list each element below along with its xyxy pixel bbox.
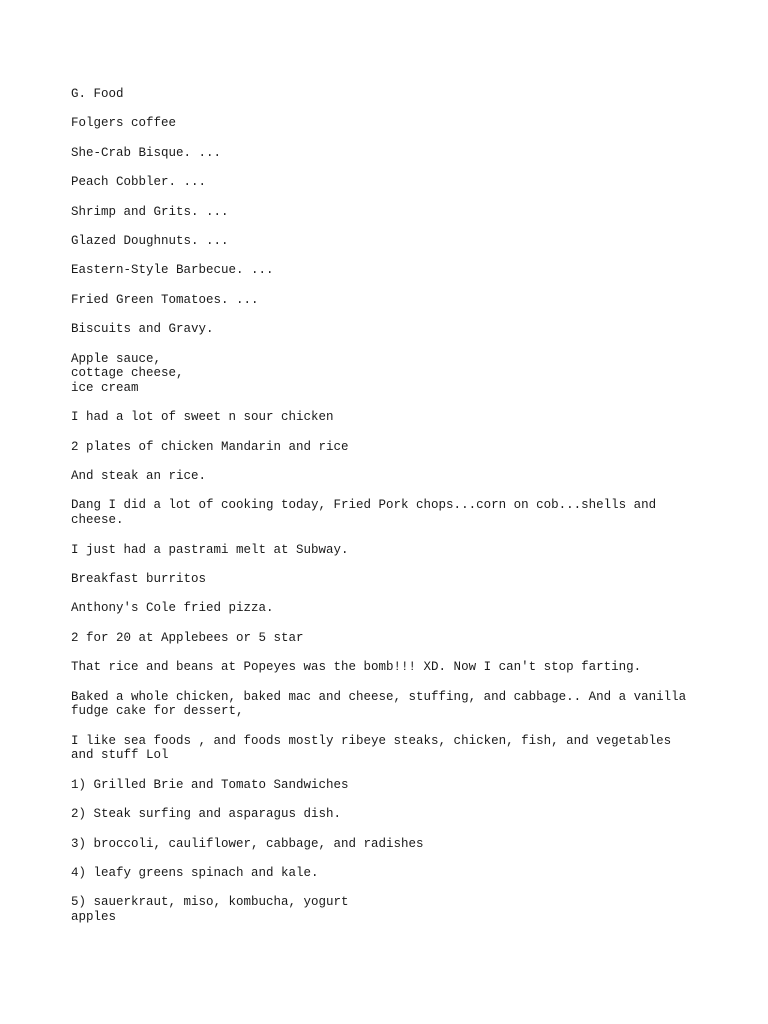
list-item: That rice and beans at Popeyes was the bomb!!! XD. Now I can't stop farting. [71, 660, 642, 675]
list-item: Anthony's Cole fried pizza. [71, 601, 274, 616]
list-item: Dang I did a lot of cooking today, Fried Pork chops...corn on cob...shells and cheese. [71, 498, 657, 528]
list-item: I had a lot of sweet n sour chicken [71, 410, 334, 425]
list-item: She-Crab Bisque. ... [71, 145, 222, 160]
numbered-item: 2) Steak surfing and asparagus dish. [71, 807, 342, 822]
list-item: Fried Green Tomatoes. ... [71, 292, 259, 307]
list-item: Biscuits and Gravy. [71, 322, 214, 337]
numbered-item: 3) broccoli, cauliflower, cabbage, and radishes [71, 836, 424, 851]
list-item: Shrimp and Grits. ... [71, 204, 229, 219]
list-item: Eastern-Style Barbecue. ... [71, 263, 274, 278]
numbered-item: 1) Grilled Brie and Tomato Sandwiches [71, 777, 349, 792]
list-item: Breakfast burritos [71, 571, 207, 586]
list-item: And steak an rice. [71, 469, 207, 484]
list-item: I just had a pastrami melt at Subway. [71, 542, 349, 557]
list-item: Baked a whole chicken, baked mac and cheese, stuffing, and cabbage.. And a vanilla fudge cake for dessert, [71, 689, 687, 719]
document-page [71, 87, 711, 939]
list-item: 2 plates of chicken Mandarin and rice [71, 439, 349, 454]
list-item: Peach Cobbler. ... [71, 175, 207, 190]
list-item: 2 for 20 at Applebees or 5 star [71, 630, 304, 645]
list-item: I like sea foods , and foods mostly ribeye steaks, chicken, fish, and vegetables and stuff Lol [71, 733, 672, 763]
numbered-item: 4) leafy greens spinach and kale. [71, 865, 319, 880]
heading-food: G. Food [71, 87, 124, 101]
list-item: Apple sauce, cottage cheese, ice cream [71, 351, 184, 395]
numbered-item: 5) sauerkraut, miso, kombucha, yogurt apples [71, 895, 349, 924]
list-item: Glazed Doughnuts. ... [71, 233, 229, 248]
list-item: Folgers coffee [71, 116, 177, 131]
